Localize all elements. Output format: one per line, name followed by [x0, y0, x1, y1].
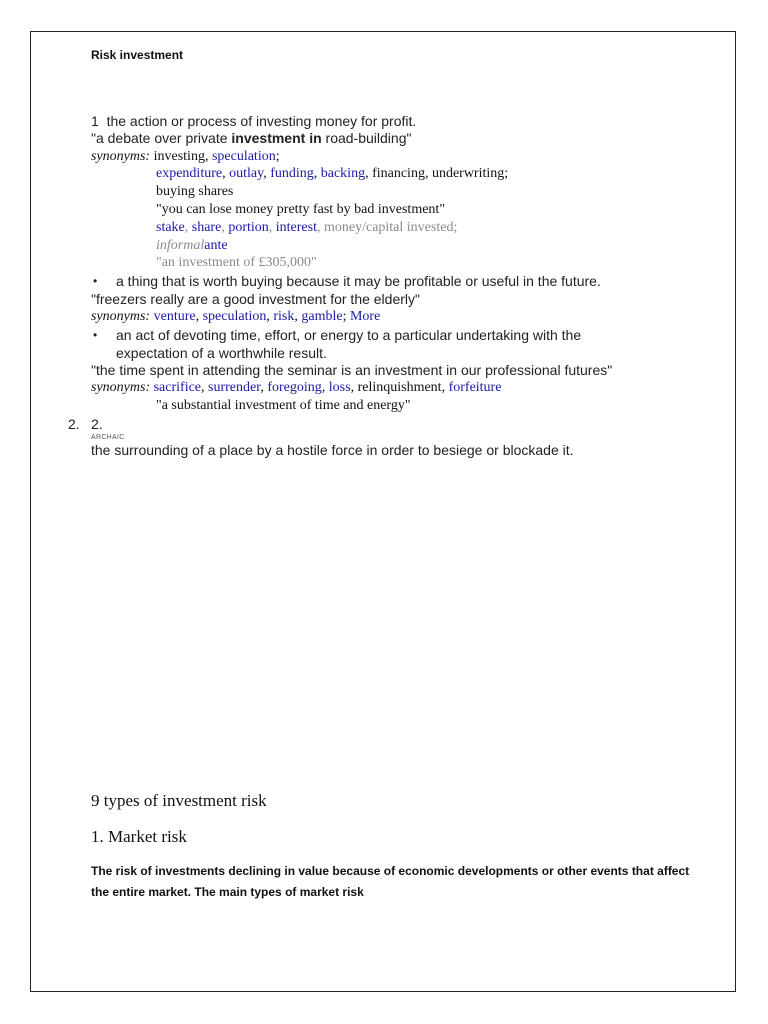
synonym-link[interactable]: surrender: [208, 380, 261, 395]
synonyms-line-6: [156, 238, 228, 254]
sense-example: "the time spent in attending the seminar is an investment in our professional futures": [91, 362, 613, 378]
synonym-link[interactable]: funding: [270, 166, 314, 181]
synonym-link[interactable]: speculation: [211, 149, 276, 164]
document-page: [30, 31, 736, 992]
definition-text: the action or process of investing money for profit.: [106, 113, 417, 129]
synonym-link[interactable]: forfeiture: [448, 380, 502, 395]
synonyms-line-5: stake, share, portion, interest, money/capital invested;: [156, 220, 458, 235]
synonym-link[interactable]: venture: [153, 309, 196, 324]
sense-text-line-1: an act of devoting time, effort, or energy to a particular undertaking with the: [116, 327, 582, 343]
register-tag: ARCHAIC: [91, 434, 125, 441]
synonyms-example: "a substantial investment of time and energy": [156, 398, 411, 413]
synonyms-line-1: synonyms: investing, speculation;: [91, 149, 280, 164]
definition-1-line: [91, 113, 416, 129]
synonyms-example: "you can lose money pretty fast by bad investment": [156, 202, 446, 217]
synonyms-line: synonyms: sacrifice, surrender, foregoing, loss, relinquishment, forfeiture: [91, 380, 502, 395]
more-link[interactable]: More: [349, 309, 381, 324]
document-title: Risk investment: [91, 48, 184, 62]
bullet-mark: •: [93, 274, 98, 288]
synonym-link[interactable]: interest: [275, 220, 317, 235]
synonyms-line-2: expenditure, outlay, funding, backing, financing, underwriting;: [156, 166, 509, 181]
synonym-link[interactable]: foregoing: [267, 380, 322, 395]
synonym-link[interactable]: ante: [204, 238, 228, 253]
synonym-link[interactable]: gamble: [301, 309, 343, 324]
synonym-link[interactable]: stake: [156, 220, 185, 235]
section-paragraph-line-1: The risk of investments declining in value because of economic developments or other events that affect: [91, 864, 690, 878]
synonyms-label: synonyms:: [91, 149, 151, 164]
synonym-link[interactable]: risk: [273, 309, 295, 324]
synonym-link[interactable]: backing: [320, 166, 366, 181]
synonym-link[interactable]: portion: [228, 220, 269, 235]
section-subheading: 1. Market risk: [91, 827, 187, 846]
synonym-link[interactable]: share: [191, 220, 222, 235]
synonyms-line-3: buying shares: [156, 184, 234, 199]
sense-example: "freezers really are a good investment for the elderly": [91, 291, 420, 307]
section-heading: 9 types of investment risk: [91, 791, 267, 810]
synonym-link[interactable]: outlay: [229, 166, 264, 181]
synonyms-label: synonyms:: [91, 309, 151, 324]
synonyms-example: "an investment of £305,000": [156, 255, 317, 270]
register-label: informal: [156, 238, 205, 253]
synonym-link[interactable]: expenditure: [156, 166, 223, 181]
synonyms-line: synonyms: venture, speculation, risk, gamble; More: [91, 309, 381, 324]
definition-number: 2.: [91, 416, 103, 432]
synonym-link[interactable]: speculation: [202, 309, 267, 324]
definition-1-example: "a debate over private investment in road-building": [91, 130, 412, 146]
example-bold-phrase: investment in: [231, 130, 322, 146]
synonyms-label: synonyms:: [91, 380, 151, 395]
section-paragraph-line-2: the entire market. The main types of market risk: [91, 885, 364, 899]
definition-number: 1: [91, 113, 99, 129]
sense-text: a thing that is worth buying because it may be profitable or useful in the future.: [116, 273, 601, 289]
definition-2-text: the surrounding of a place by a hostile force in order to besiege or blockade it.: [91, 442, 574, 458]
list-number: 2.: [68, 416, 80, 432]
bullet-mark: •: [93, 328, 98, 342]
sense-text-line-2: expectation of a worthwhile result.: [116, 345, 327, 361]
synonym-link[interactable]: loss: [328, 380, 351, 395]
synonym-link[interactable]: sacrifice: [153, 380, 202, 395]
